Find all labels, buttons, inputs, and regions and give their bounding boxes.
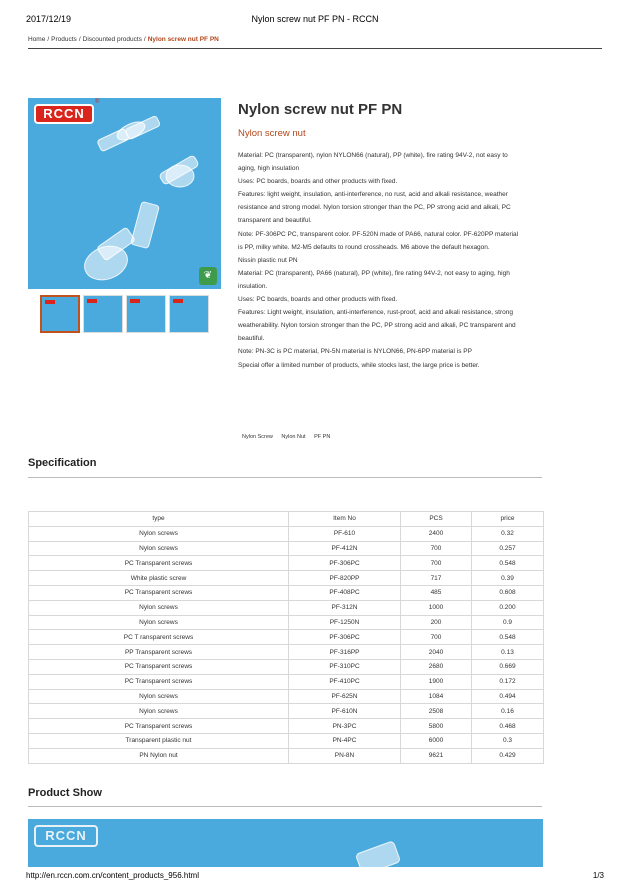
cell-item-no: PF-408PC xyxy=(289,585,401,600)
cell-type: White plastic screw xyxy=(29,571,289,586)
product-subtitle: Nylon screw nut xyxy=(238,128,306,139)
cell-price: 0.32 xyxy=(472,526,544,541)
cell-item-no: PF-625N xyxy=(289,689,401,704)
registered-mark: ® xyxy=(95,99,100,105)
description-line: Nissin plastic nut PN xyxy=(238,256,298,264)
specification-table xyxy=(28,511,544,764)
column-header: Item No xyxy=(289,512,401,527)
description-line: Features: light weight, insulation, anti-interference, no rust, acid and alkali resistance, weather xyxy=(238,191,508,199)
thumbnail-3[interactable] xyxy=(126,295,166,333)
print-footer xyxy=(26,871,604,883)
table-row xyxy=(29,689,544,704)
breadcrumb-discounted[interactable]: Discounted products xyxy=(82,36,142,43)
table-row xyxy=(29,571,544,586)
cell-item-no: PN-3PC xyxy=(289,719,401,734)
table-row xyxy=(29,556,544,571)
description-line: Note: PF-306PC PC, transparent color. PF-520N made of PA66, natural color. PF-620PP material xyxy=(238,230,519,238)
cell-price: 0.468 xyxy=(472,719,544,734)
description-line: is PP, milky white. M2-M5 defaults to round crossheads. M6 above the default hexagon. xyxy=(238,243,490,251)
cell-type: Nylon screws xyxy=(29,615,289,630)
cell-price: 0.16 xyxy=(472,704,544,719)
cell-item-no: PF-306PC xyxy=(289,630,401,645)
cell-item-no: PF-610N xyxy=(289,704,401,719)
cell-price: 0.669 xyxy=(472,659,544,674)
product-show-image[interactable] xyxy=(28,819,543,867)
description-line: Uses: PC boards, boards and other products with fixed. xyxy=(238,296,398,304)
breadcrumb-separator: / xyxy=(78,36,81,43)
cell-item-no: PF-820PP xyxy=(289,571,401,586)
table-row xyxy=(29,733,544,748)
cell-price: 0.172 xyxy=(472,674,544,689)
cell-pcs: 2040 xyxy=(401,645,472,660)
cell-type: PC Transparent screws xyxy=(29,585,289,600)
breadcrumb-products[interactable]: Products xyxy=(51,36,77,43)
specification-divider xyxy=(28,477,542,478)
table-row xyxy=(29,585,544,600)
cell-type: PN Nylon nut xyxy=(29,748,289,763)
cell-price: 0.13 xyxy=(472,645,544,660)
tag-link[interactable]: Nylon Screw xyxy=(242,434,273,440)
cell-price: 0.39 xyxy=(472,571,544,586)
breadcrumb xyxy=(28,36,219,43)
tag-link[interactable]: Nylon Nut xyxy=(281,434,306,440)
cell-type: PC T ransparent screws xyxy=(29,630,289,645)
cell-pcs: 1000 xyxy=(401,600,472,615)
table-row xyxy=(29,541,544,556)
description-line: weatherability. Nylon torsion stronger than the PC, PP strong acid and alkali, PC transparent and xyxy=(238,322,516,330)
cell-pcs: 200 xyxy=(401,615,472,630)
cell-item-no: PF-316PP xyxy=(289,645,401,660)
description-line: Features: Light weight, insulation, anti-interference, rust-proof, acid and alkali resistance, strong xyxy=(238,309,513,317)
column-header: type xyxy=(29,512,289,527)
cell-type: PC Transparent screws xyxy=(29,674,289,689)
mini-logo-icon xyxy=(130,299,140,303)
cell-type: PC Transparent screws xyxy=(29,659,289,674)
cell-type: Nylon screws xyxy=(29,689,289,704)
cell-price: 0.200 xyxy=(472,600,544,615)
cell-pcs: 1900 xyxy=(401,674,472,689)
cell-type: PP Transparent screws xyxy=(29,645,289,660)
rccn-logo: RCCN xyxy=(34,825,98,847)
cell-item-no: PN-4PC xyxy=(289,733,401,748)
column-header: PCS xyxy=(401,512,472,527)
table-row xyxy=(29,526,544,541)
specification-heading: Specification xyxy=(28,457,97,469)
mini-logo-icon xyxy=(173,299,183,303)
cell-price: 0.9 xyxy=(472,615,544,630)
mini-logo-icon xyxy=(87,299,97,303)
cell-price: 0.494 xyxy=(472,689,544,704)
cell-type: PC Transparent screws xyxy=(29,719,289,734)
print-date: 2017/12/19 xyxy=(26,14,72,24)
cell-type: PC Transparent screws xyxy=(29,556,289,571)
breadcrumb-current: Nylon screw nut PF PN xyxy=(147,36,219,43)
cell-pcs: 700 xyxy=(401,630,472,645)
header-divider xyxy=(28,48,602,49)
cell-pcs: 717 xyxy=(401,571,472,586)
page-number: 1/3 xyxy=(592,871,604,880)
cell-item-no: PF-610 xyxy=(289,526,401,541)
table-row xyxy=(29,719,544,734)
table-row xyxy=(29,630,544,645)
breadcrumb-separator: / xyxy=(143,36,146,43)
cell-pcs: 2400 xyxy=(401,526,472,541)
cell-price: 0.548 xyxy=(472,630,544,645)
cell-item-no: PF-310PC xyxy=(289,659,401,674)
rccn-logo: RCCN xyxy=(34,104,94,124)
page-url[interactable]: http://en.rccn.com.cn/content_products_956.html xyxy=(26,871,199,880)
description-line: resistance and strong model. Nylon torsion stronger than the PC, PP strong acid and alkali, PC xyxy=(238,204,511,212)
breadcrumb-home[interactable]: Home xyxy=(28,36,46,43)
product-main-image[interactable] xyxy=(28,98,221,289)
table-row xyxy=(29,615,544,630)
cell-price: 0.3 xyxy=(472,733,544,748)
cell-type: Transparent plastic nut xyxy=(29,733,289,748)
cell-pcs: 6000 xyxy=(401,733,472,748)
table-row xyxy=(29,704,544,719)
thumbnail-1[interactable] xyxy=(40,295,80,333)
product-tags xyxy=(242,434,337,440)
description-line: Special offer a limited number of products, while stocks last, the large price is better. xyxy=(238,361,480,369)
cell-type: Nylon screws xyxy=(29,526,289,541)
product-description xyxy=(238,149,543,372)
cell-item-no: PF-312N xyxy=(289,600,401,615)
print-header xyxy=(26,14,604,26)
product-show-heading: Product Show xyxy=(28,787,102,799)
product-title: Nylon screw nut PF PN xyxy=(238,101,403,118)
table-row xyxy=(29,674,544,689)
thumbnail-2[interactable] xyxy=(83,295,123,333)
description-line: transparent and beautiful. xyxy=(238,217,312,225)
description-line: aging, high insulation xyxy=(238,165,300,173)
cell-item-no: PF-410PC xyxy=(289,674,401,689)
mini-logo-icon xyxy=(45,300,55,304)
description-line: Note: PN-3C is PC material, PN-5N material is NYLON66, PN-6PP material is PP xyxy=(238,348,472,356)
cell-pcs: 485 xyxy=(401,585,472,600)
cell-pcs: 2508 xyxy=(401,704,472,719)
cell-pcs: 1084 xyxy=(401,689,472,704)
breadcrumb-separator: / xyxy=(47,36,50,43)
cell-type: Nylon screws xyxy=(29,704,289,719)
description-line: Material: PC (transparent), PA66 (natural), PP (white), fire rating 94V-2, not easy to aging, high xyxy=(238,269,510,277)
cell-pcs: 9621 xyxy=(401,748,472,763)
description-line: insulation. xyxy=(238,282,268,290)
cell-price: 0.548 xyxy=(472,556,544,571)
cell-pcs: 700 xyxy=(401,541,472,556)
cell-item-no: PF-412N xyxy=(289,541,401,556)
cell-type: Nylon screws xyxy=(29,600,289,615)
description-line: beautiful. xyxy=(238,335,265,343)
cell-price: 0.429 xyxy=(472,748,544,763)
table-header-row xyxy=(29,512,544,527)
cell-pcs: 2680 xyxy=(401,659,472,674)
tag-link[interactable]: PF PN xyxy=(314,434,331,440)
cell-price: 0.608 xyxy=(472,585,544,600)
description-line: Uses: PC boards, boards and other products with fixed. xyxy=(238,178,398,186)
table-row xyxy=(29,748,544,763)
cell-price: 0.257 xyxy=(472,541,544,556)
table-row xyxy=(29,659,544,674)
product-show-divider xyxy=(28,806,542,807)
nylon-screw-illustration xyxy=(28,819,543,867)
thumbnail-4[interactable] xyxy=(169,295,209,333)
cell-item-no: PF-306PC xyxy=(289,556,401,571)
cell-item-no: PN-8N xyxy=(289,748,401,763)
leaf-icon[interactable]: ❦ xyxy=(199,267,217,285)
nylon-screw-illustration xyxy=(28,98,221,289)
cell-type: Nylon screws xyxy=(29,541,289,556)
table-row xyxy=(29,645,544,660)
table-row xyxy=(29,600,544,615)
column-header: price xyxy=(472,512,544,527)
cell-pcs: 700 xyxy=(401,556,472,571)
print-title: Nylon screw nut PF PN - RCCN xyxy=(251,14,379,24)
cell-item-no: PF-1250N xyxy=(289,615,401,630)
cell-pcs: 5800 xyxy=(401,719,472,734)
description-line: Material: PC (transparent), nylon NYLON66 (natural), PP (white), fire rating 94V-2, not easy to xyxy=(238,152,508,159)
